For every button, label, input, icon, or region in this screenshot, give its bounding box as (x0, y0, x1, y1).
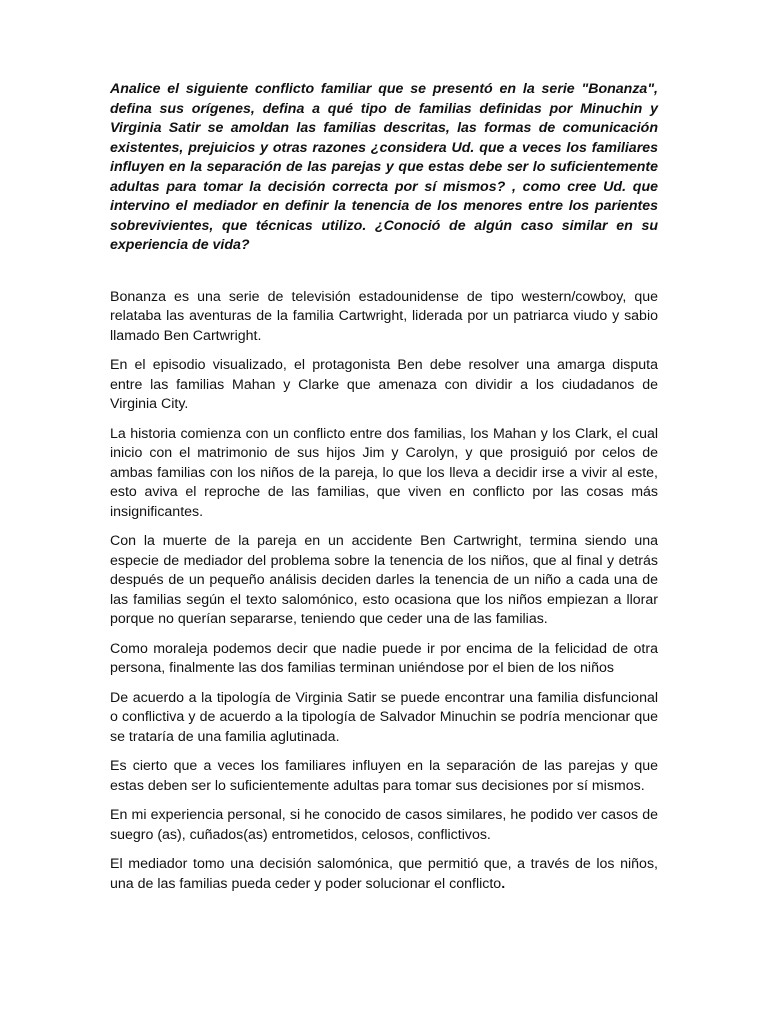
paragraph-9-text: El mediador tomo una decisión salomónica, que permitió que, a través de los niños, una de las familias pueda ceder y poder solucionar el conflicto (110, 856, 658, 892)
paragraph-3: La historia comienza con un conflicto entre dos familias, los Mahan y los Clark, el cual inicio con el matrimonio de sus hijos Jim y Carolyn, y que prosiguió por celos de ambas familias con los niños de la pareja, lo que los lleva a decidir irse a vivir al este, esto aviva el reproche de las familias, que viven en conflicto por las cosas más insignificantes. (110, 425, 658, 520)
document-page (110, 80, 658, 904)
paragraph-2: En el episodio visualizado, el protagonista Ben debe resolver una amarga disputa entre las familias Mahan y Clarke que amenaza con dividir a los ciudadanos de Virginia City. (110, 357, 658, 412)
assignment-question: Analice el siguiente conflicto familiar que se presentó en la serie "Bonanza", defina sus orígenes, defina a qué tipo de familias definidas por Minuchin y Virginia Satir se amoldan las familias descritas, las formas de comunicación existentes, prejuicios y otras razones ¿considera Ud. que a veces los familiares influyen en la separación de las parejas y que estas debe ser lo suficientemente adultas para tomar la decisión correcta por sí mismos? , como cree Ud. que intervino el mediador en definir la tenencia de los menores entre los parientes sobrevivientes, que técnicas utilizo. ¿Conoció de algún caso similar en su experiencia de vida? (110, 81, 658, 253)
paragraph-8: En mi experiencia personal, si he conocido de casos similares, he podido ver casos de suegro (as), cuñados(as) entrometidos, celosos, conflictivos. (110, 807, 658, 843)
paragraph-9-end-mark: . (501, 875, 506, 892)
paragraph-7: Es cierto que a veces los familiares influyen en la separación de las parejas y que estas deben ser lo suficientemente adultas para tomar sus decisiones por sí mismos. (110, 758, 658, 794)
paragraph-9 (110, 855, 658, 894)
paragraph-4: Con la muerte de la pareja en un accidente Ben Cartwright, termina siendo una especie de mediador del problema sobre la tenencia de los niños, que al final y detrás después de un pequeño análisis deciden darles la tenencia de un niño a cada una de las familias según el texto salomónico, esto ocasiona que los niños empiezan a llorar porque no querían separarse, teniendo que ceder una de las familias. (110, 533, 658, 627)
paragraph-1: Bonanza es una serie de televisión estadounidense de tipo western/cowboy, que relataba las aventuras de la familia Cartwright, liderada por un patriarca viudo y sabio llamado Ben Cartwright. (110, 288, 658, 344)
paragraph-6: De acuerdo a la tipología de Virginia Satir se puede encontrar una familia disfuncional o conflictiva y de acuerdo a la tipología de Salvador Minuchin se podría mencionar que se trataría de una familia aglutinada. (110, 689, 658, 745)
paragraph-5: Como moraleja podemos decir que nadie puede ir por encima de la felicidad de otra persona, finalmente las dos familias terminan uniéndose por el bien de los niños (110, 640, 658, 676)
